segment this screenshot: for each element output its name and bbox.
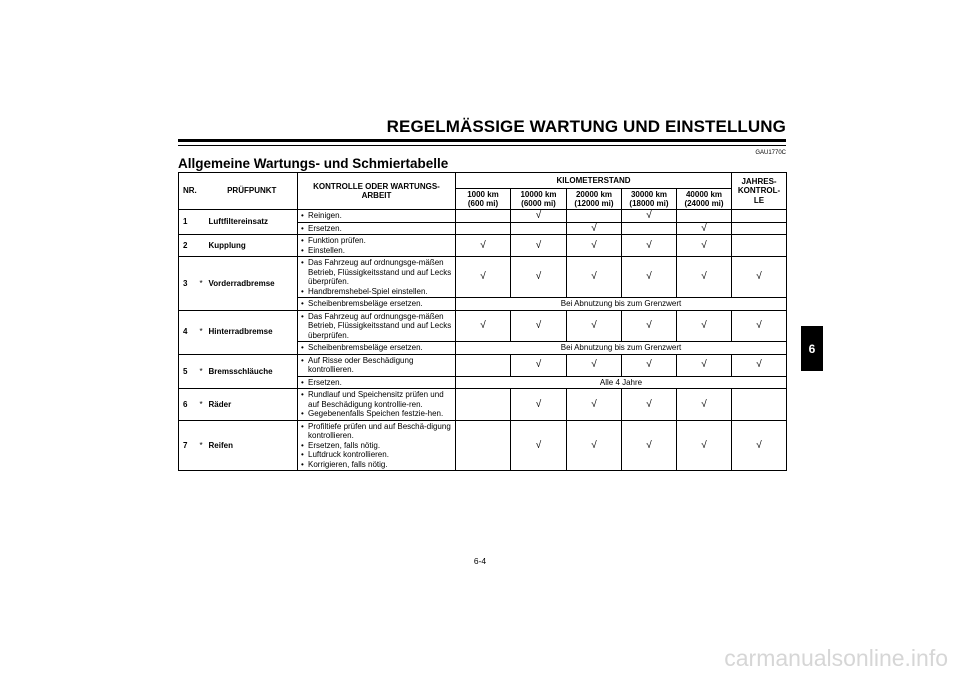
chapter-tab: 6 [801, 326, 823, 371]
page-header-title: REGELMÄSSIGE WARTUNG UND EINSTELLUNG [386, 117, 786, 136]
check-mark: √ [511, 310, 567, 342]
check-mark: √ [622, 354, 677, 376]
check-mark: √ [456, 310, 511, 342]
check-mark: √ [456, 235, 511, 257]
page-number: 6-4 [473, 556, 487, 566]
task-line: • Scheibenbremsbeläge ersetzen. [301, 343, 453, 353]
empty-cell [677, 210, 732, 223]
row-star-marker: * [197, 389, 206, 421]
task-cell [298, 257, 456, 298]
check-mark: √ [511, 420, 567, 471]
task-line: • Handbremshebel-Spiel einstellen. [301, 287, 453, 297]
empty-cell [732, 222, 787, 235]
table-row [179, 420, 787, 471]
check-mark: √ [677, 389, 732, 421]
check-mark: √ [567, 257, 622, 298]
header-kilometerstand: KILOMETERSTAND [456, 173, 732, 189]
check-mark: √ [677, 354, 732, 376]
row-star-marker: * [197, 354, 206, 389]
task-line: • Funktion prüfen. [301, 236, 453, 246]
row-number: 7 [179, 420, 197, 471]
header-rule-thick [178, 139, 786, 142]
header-task: KONTROLLE ODER WARTUNGS-ARBEIT [298, 173, 456, 210]
row-star-marker: * [197, 420, 206, 471]
task-line: • Korrigieren, falls nötig. [301, 460, 453, 470]
task-line: • Rundlauf und Speichensitz prüfen und auf Beschädigung kontrollie-ren. [301, 390, 453, 409]
task-line: • Auf Risse oder Beschädigung kontrollieren. [301, 356, 453, 375]
check-mark: √ [567, 235, 622, 257]
check-mark: √ [732, 354, 787, 376]
check-mark: √ [567, 389, 622, 421]
empty-cell [456, 420, 511, 471]
header-rule-thin [178, 145, 786, 146]
table-header [179, 173, 787, 210]
interval-km: 20000 km [575, 190, 613, 199]
interval-note: Alle 4 Jahre [456, 376, 787, 389]
task-cell [298, 235, 456, 257]
watermark: carmanualsonline.info [724, 645, 948, 671]
interval-km: 40000 km [685, 190, 723, 199]
empty-cell [456, 389, 511, 421]
task-cell [298, 222, 456, 235]
header-interval [567, 189, 622, 210]
task-line: • Das Fahrzeug auf ordnungsge-mäßen Betrieb, Flüssigkeitsstand und auf Lecks überprüfen. [301, 312, 453, 341]
check-mark: √ [677, 420, 732, 471]
check-mark: √ [732, 257, 787, 298]
table-body [179, 210, 787, 471]
row-number: 5 [179, 354, 197, 389]
task-cell [298, 354, 456, 376]
task-cell [298, 342, 456, 355]
row-item-name: Kupplung [206, 235, 298, 257]
interval-km: 10000 km [520, 190, 557, 199]
check-mark: √ [511, 257, 567, 298]
interval-mi: (18000 mi) [629, 199, 669, 208]
task-line: • Reinigen. [301, 211, 453, 221]
task-cell [298, 389, 456, 421]
task-cell [298, 310, 456, 342]
row-item-name: Hinterradbremse [206, 310, 298, 354]
table-row [179, 310, 787, 342]
row-item-name: Bremsschläuche [206, 354, 298, 389]
table-row [179, 235, 787, 257]
check-mark: √ [456, 257, 511, 298]
task-line: • Scheibenbremsbeläge ersetzen. [301, 299, 453, 309]
check-mark: √ [567, 222, 622, 235]
header-interval [456, 189, 511, 210]
check-mark: √ [567, 310, 622, 342]
header-annual-check: JAHRES-KONTROL-LE [732, 173, 787, 210]
maintenance-table [178, 172, 787, 471]
table-row [179, 389, 787, 421]
row-star-marker: * [197, 310, 206, 354]
task-cell [298, 376, 456, 389]
interval-mi: (12000 mi) [574, 199, 614, 208]
interval-km: 30000 km [630, 190, 668, 199]
task-cell [298, 420, 456, 471]
document-code: GAU1770C [755, 150, 786, 156]
row-star-marker: * [197, 257, 206, 311]
table-row [179, 354, 787, 376]
header-interval [677, 189, 732, 210]
table-row [179, 210, 787, 223]
task-line: • Ersetzen. [301, 224, 453, 234]
interval-mi: (24000 mi) [684, 199, 724, 208]
empty-cell [732, 389, 787, 421]
task-line: • Das Fahrzeug auf ordnungsge-mäßen Betrieb, Flüssigkeitsstand und auf Lecks überprüfen. [301, 258, 453, 287]
check-mark: √ [622, 310, 677, 342]
task-line: • Einstellen. [301, 246, 453, 256]
check-mark: √ [677, 235, 732, 257]
empty-cell [456, 210, 511, 223]
task-cell [298, 298, 456, 311]
empty-cell [622, 222, 677, 235]
check-mark: √ [732, 420, 787, 471]
check-mark: √ [622, 235, 677, 257]
table-row [179, 257, 787, 298]
check-mark: √ [567, 354, 622, 376]
section-title: Allgemeine Wartungs- und Schmiertabelle [178, 156, 449, 171]
row-star-marker [197, 210, 206, 235]
check-mark: √ [511, 354, 567, 376]
empty-cell [456, 354, 511, 376]
task-line: • Ersetzen. [301, 378, 453, 388]
empty-cell [511, 222, 567, 235]
check-mark: √ [622, 389, 677, 421]
row-number: 1 [179, 210, 197, 235]
header-interval [511, 189, 567, 210]
task-line: • Ersetzen, falls nötig. [301, 441, 453, 451]
interval-note: Bei Abnutzung bis zum Grenzwert [456, 298, 787, 311]
row-item-name: Reifen [206, 420, 298, 471]
row-item-name: Vorderradbremse [206, 257, 298, 311]
row-item-name: Luftfiltereinsatz [206, 210, 298, 235]
check-mark: √ [732, 310, 787, 342]
row-item-name: Räder [206, 389, 298, 421]
row-star-marker [197, 235, 206, 257]
interval-note: Bei Abnutzung bis zum Grenzwert [456, 342, 787, 355]
check-mark: √ [677, 257, 732, 298]
interval-mi: (6000 mi) [521, 199, 556, 208]
check-mark: √ [567, 420, 622, 471]
empty-cell [567, 210, 622, 223]
empty-cell [732, 235, 787, 257]
header-item: PRÜFPUNKT [206, 173, 298, 210]
empty-cell [456, 222, 511, 235]
check-mark: √ [622, 420, 677, 471]
check-mark: √ [677, 222, 732, 235]
task-line: • Luftdruck kontrollieren. [301, 450, 453, 460]
interval-km: 1000 km [467, 190, 499, 199]
header-interval [622, 189, 677, 210]
task-cell [298, 210, 456, 223]
check-mark: √ [677, 310, 732, 342]
check-mark: √ [511, 210, 567, 223]
row-number: 4 [179, 310, 197, 354]
header-star-spacer [197, 173, 206, 210]
task-line: • Gegebenenfalls Speichen festzie-hen. [301, 409, 453, 419]
row-number: 2 [179, 235, 197, 257]
row-number: 3 [179, 257, 197, 311]
check-mark: √ [622, 210, 677, 223]
empty-cell [732, 210, 787, 223]
check-mark: √ [511, 235, 567, 257]
interval-mi: (600 mi) [467, 199, 499, 208]
row-number: 6 [179, 389, 197, 421]
check-mark: √ [511, 389, 567, 421]
header-nr: NR. [179, 173, 197, 210]
check-mark: √ [622, 257, 677, 298]
task-line: • Profiltiefe prüfen und auf Beschä-digung kontrollieren. [301, 422, 453, 441]
